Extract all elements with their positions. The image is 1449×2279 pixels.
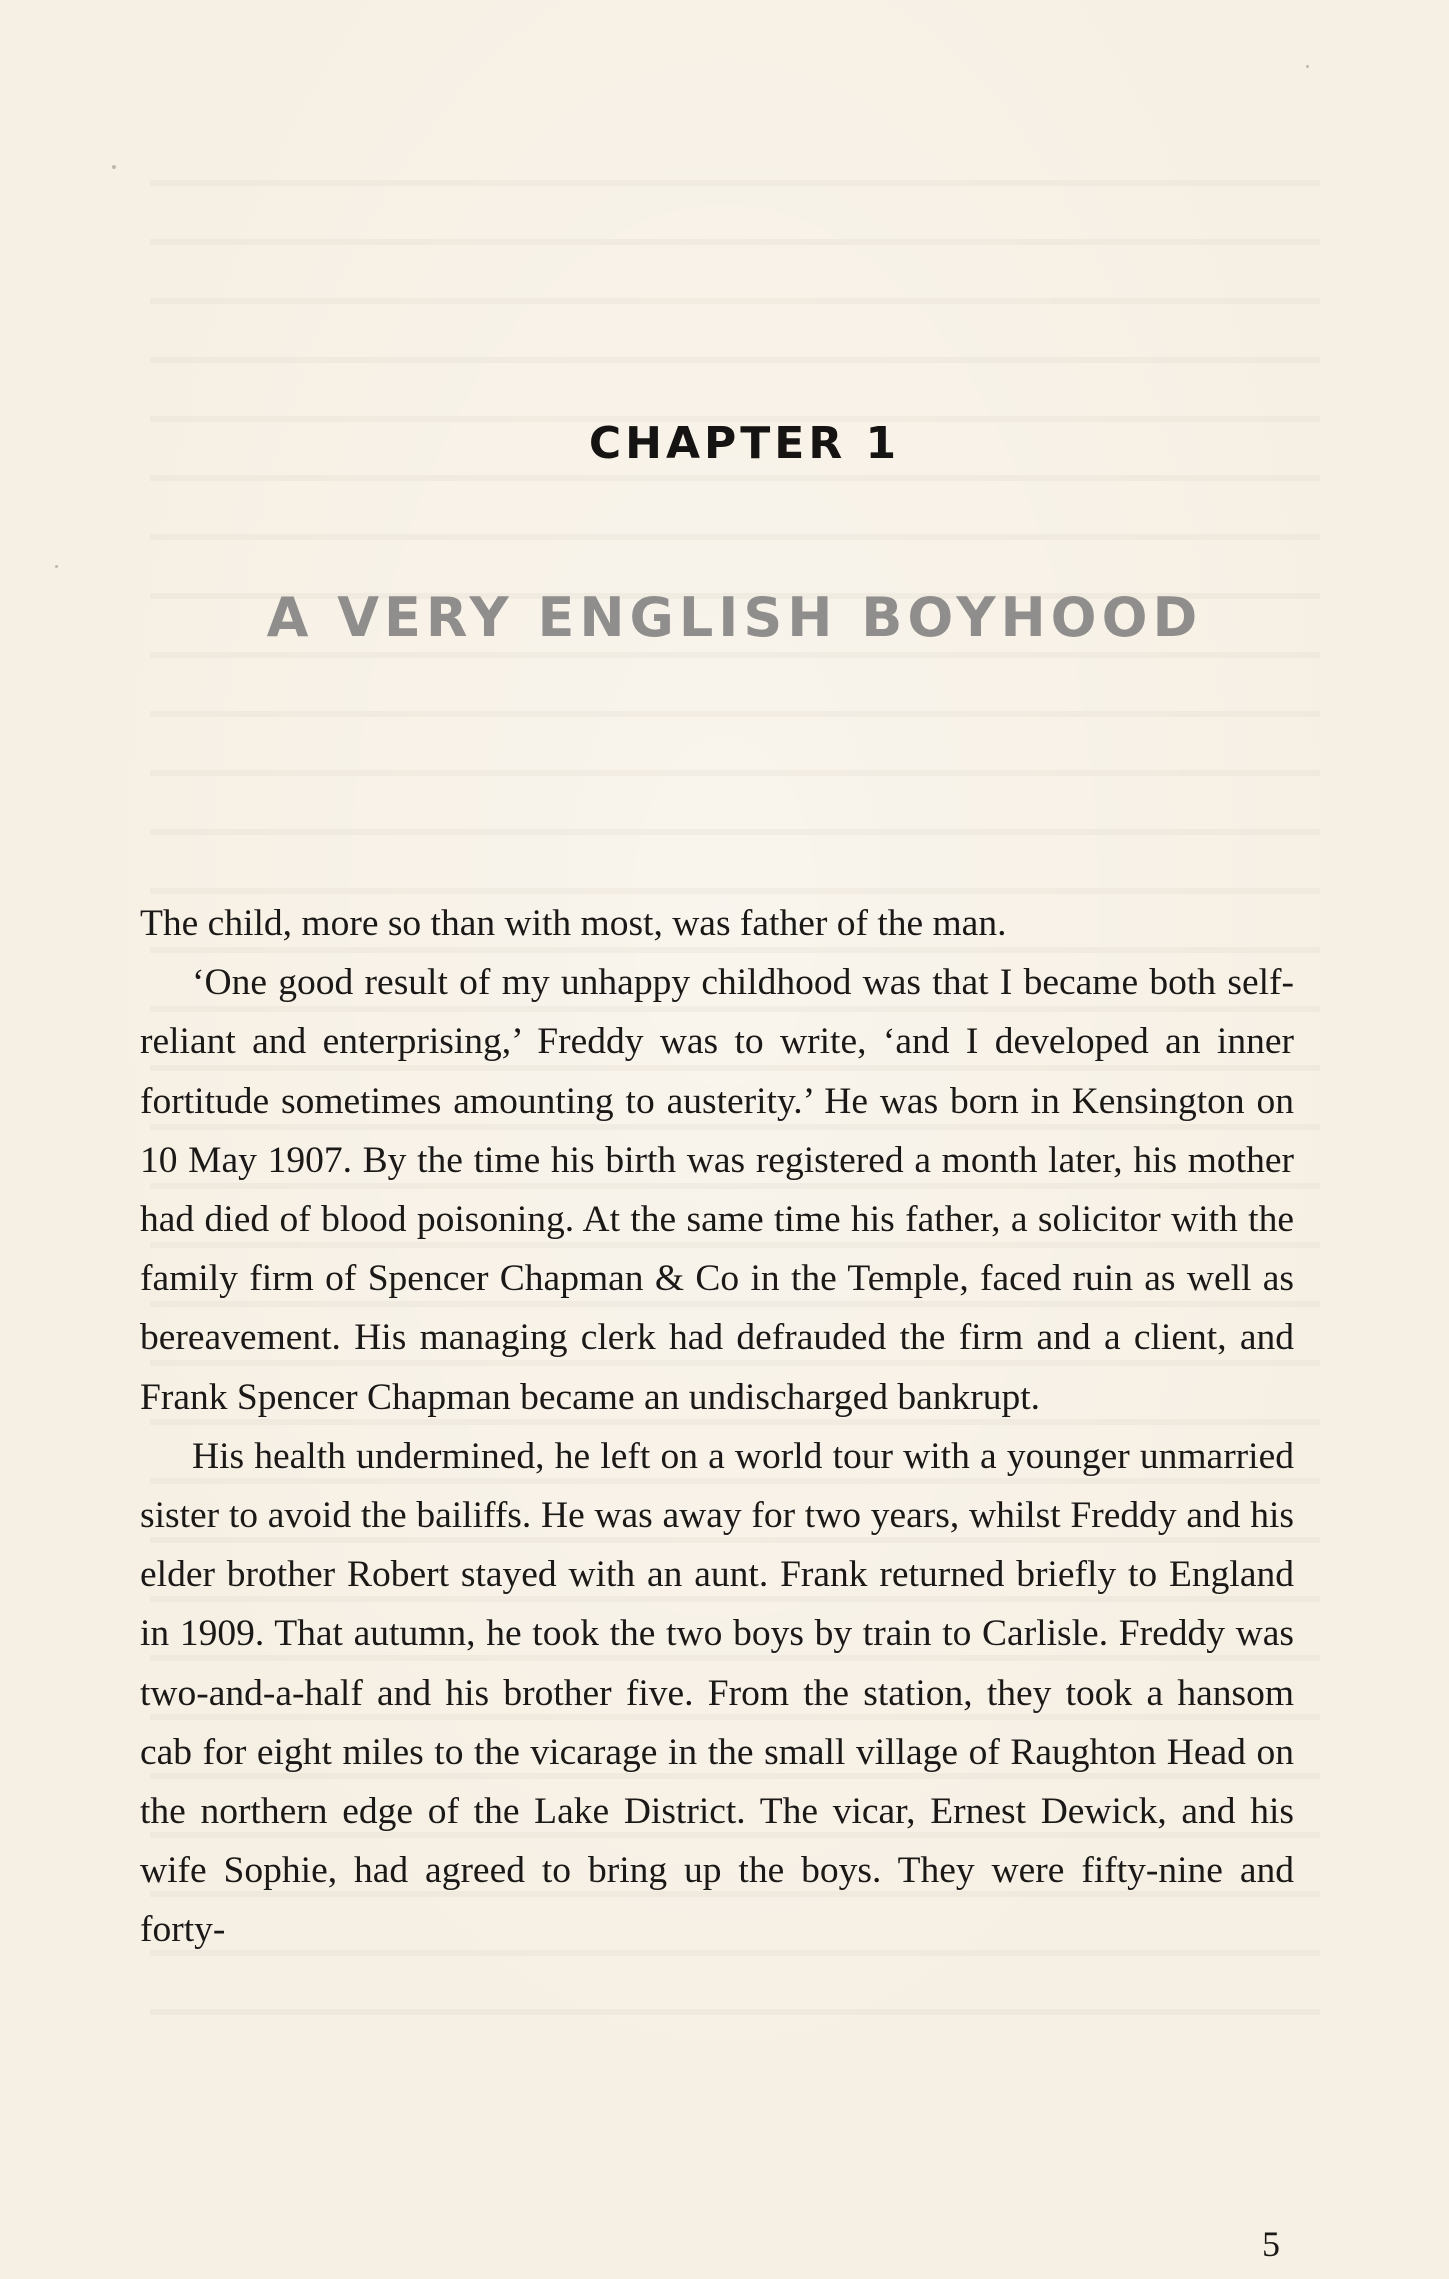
paper-speck (112, 165, 116, 169)
paper-speck (1306, 65, 1309, 68)
page-number: 5 (1262, 2224, 1280, 2264)
paper-speck (55, 565, 58, 568)
body-text (140, 894, 1294, 1960)
chapter-title: A VERY ENGLISH BOYHOOD (266, 586, 1203, 649)
paragraph: ‘One good result of my unhappy childhood was that I became both self-reliant and enterprising,’ Freddy was to write, ‘and I developed an inner fortitude sometimes amounting to austerity.’ He was born in Kensington on 10 May 1907. By the time his birth was registered a month later, his mother had died of blood poisoning. At the same time his father, a solicitor with the family firm of Spencer Chapman & Co in the Temple, faced ruin as well as bereavement. His managing clerk had defrauded the firm and a client, and Frank Spencer Chapman became an undischarged bankrupt. (140, 962, 1294, 1418)
paragraph: His health undermined, he left on a world tour with a younger unmarried sister to avoid the bailiffs. He was away for two years, whilst Freddy and his elder brother Robert stayed with an aunt. Frank returned briefly to England in 1909. That autumn, he took the two boys by train to Carlisle. Freddy was two-and-a-half and his brother five. From the station, they took a hansom cab for eight miles to the vicarage in the small village of Raughton Head on the northern edge of the Lake District. The vicar, Ernest Dewick, and his wife Sophie, had agreed to bring up the boys. They were fifty-nine and forty- (140, 1435, 1294, 1951)
paragraph-opening: The child, more so than with most, was father of the man. (140, 903, 1007, 944)
chapter-label: CHAPTER 1 (588, 418, 901, 469)
